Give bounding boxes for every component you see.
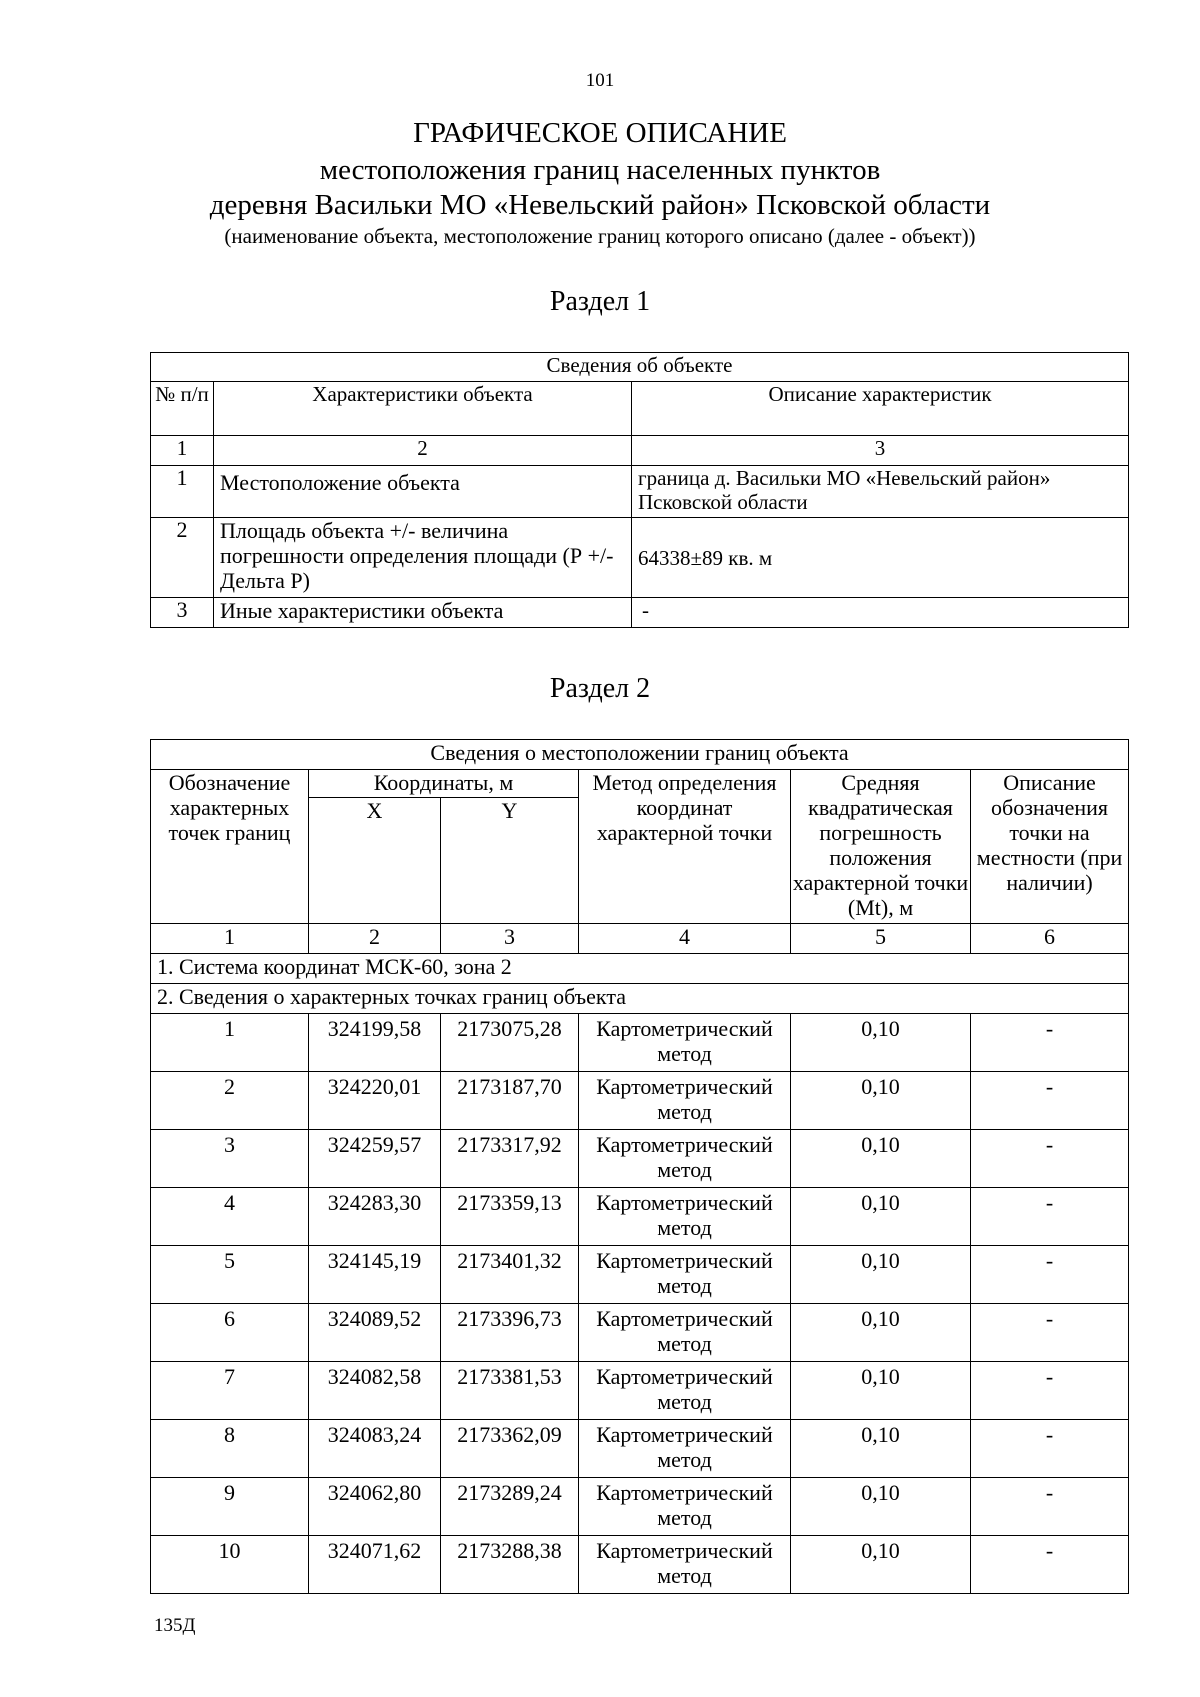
point-description: -: [971, 1362, 1129, 1420]
point-id: 2: [151, 1072, 309, 1130]
column-header-coordinates: Координаты, м: [309, 770, 579, 798]
point-id: 1: [151, 1014, 309, 1072]
point-id: 10: [151, 1536, 309, 1594]
table-row: [151, 1014, 1129, 1072]
column-header-description: Описание характеристик: [632, 382, 1129, 436]
point-id: 6: [151, 1304, 309, 1362]
point-y: 2173075,28: [441, 1014, 579, 1072]
point-accuracy: 0,10: [791, 1014, 971, 1072]
column-header-number: № п/п: [151, 382, 214, 436]
point-method: Картометрический метод: [579, 1420, 791, 1478]
row-number: 3: [151, 598, 214, 628]
column-header-x: X: [309, 798, 441, 924]
description-cell: 64338±89 кв. м: [632, 518, 1129, 598]
point-x: 324082,58: [309, 1362, 441, 1420]
point-y: 2173362,09: [441, 1420, 579, 1478]
point-y: 2173401,32: [441, 1246, 579, 1304]
index-cell: 2: [309, 924, 441, 954]
column-header-method: Метод определения координат характерной точки: [579, 770, 791, 924]
row-number: 1: [151, 466, 214, 518]
point-id: 7: [151, 1362, 309, 1420]
index-cell: 6: [971, 924, 1129, 954]
column-header-characteristic: Характеристики объекта: [214, 382, 632, 436]
point-accuracy: 0,10: [791, 1362, 971, 1420]
section-1-heading: Раздел 1: [549, 286, 651, 317]
point-method: Картометрический метод: [579, 1536, 791, 1594]
column-header-point: Обозначение характерных точек границ: [151, 770, 309, 924]
object-info-table: [150, 352, 1129, 628]
point-id: 4: [151, 1188, 309, 1246]
point-accuracy: 0,10: [791, 1478, 971, 1536]
characteristic-cell: Иные характеристики объекта: [214, 598, 632, 628]
point-method: Картометрический метод: [579, 1188, 791, 1246]
coordinate-system-row: 1. Система координат МСК-60, зона 2: [151, 954, 1129, 984]
point-description: -: [971, 1420, 1129, 1478]
point-accuracy: 0,10: [791, 1246, 971, 1304]
index-cell: 3: [632, 436, 1129, 466]
point-accuracy: 0,10: [791, 1420, 971, 1478]
table-caption: Сведения о местоположении границ объекта: [151, 740, 1129, 770]
point-accuracy: 0,10: [791, 1072, 971, 1130]
point-y: 2173289,24: [441, 1478, 579, 1536]
table-row: [151, 1536, 1129, 1594]
point-method: Картометрический метод: [579, 1246, 791, 1304]
row-number: 2: [151, 518, 214, 598]
point-method: Картометрический метод: [579, 1130, 791, 1188]
page-number: 101: [585, 70, 615, 91]
point-id: 8: [151, 1420, 309, 1478]
table-row: [151, 1478, 1129, 1536]
point-method: Картометрический метод: [579, 1304, 791, 1362]
column-header-description: Описание обозначения точки на местности (при наличии): [971, 770, 1129, 924]
point-y: 2173381,53: [441, 1362, 579, 1420]
index-cell: 4: [579, 924, 791, 954]
index-cell: 1: [151, 924, 309, 954]
point-x: 324283,30: [309, 1188, 441, 1246]
point-description: -: [971, 1072, 1129, 1130]
object-name: деревня Васильки МО «Невельский район» Псковской области: [209, 189, 991, 221]
point-description: -: [971, 1478, 1129, 1536]
point-x: 324220,01: [309, 1072, 441, 1130]
point-accuracy: 0,10: [791, 1304, 971, 1362]
table-row: [151, 466, 1129, 518]
point-x: 324199,58: [309, 1014, 441, 1072]
description-cell: -: [632, 598, 1129, 628]
table-row: [151, 598, 1129, 628]
point-method: Картометрический метод: [579, 1478, 791, 1536]
description-cell: граница д. Васильки МО «Невельский район» Псковской области: [632, 466, 1129, 518]
point-accuracy: 0,10: [791, 1188, 971, 1246]
index-cell: 5: [791, 924, 971, 954]
point-x: 324071,62: [309, 1536, 441, 1594]
column-header-accuracy: Средняя квадратическая погрешность положения характерной точки (Mt), м: [791, 770, 971, 924]
table-row: [151, 1188, 1129, 1246]
points-info-row: 2. Сведения о характерных точках границ объекта: [151, 984, 1129, 1014]
point-accuracy: 0,10: [791, 1130, 971, 1188]
point-method: Картометрический метод: [579, 1072, 791, 1130]
point-description: -: [971, 1130, 1129, 1188]
index-cell: 1: [151, 436, 214, 466]
point-id: 9: [151, 1478, 309, 1536]
point-x: 324089,52: [309, 1304, 441, 1362]
table-row: [151, 1246, 1129, 1304]
table-row: [151, 1420, 1129, 1478]
point-method: Картометрический метод: [579, 1362, 791, 1420]
point-id: 5: [151, 1246, 309, 1304]
section-2-heading: Раздел 2: [549, 673, 651, 704]
table-row: [151, 1072, 1129, 1130]
characteristic-cell: Местоположение объекта: [214, 466, 632, 518]
point-description: -: [971, 1304, 1129, 1362]
point-y: 2173288,38: [441, 1536, 579, 1594]
table-caption: Сведения об объекте: [151, 353, 1129, 382]
object-note: (наименование объекта, местоположение границ которого описано (далее - объект)): [224, 224, 976, 248]
index-cell: 2: [214, 436, 632, 466]
table-row: [151, 518, 1129, 598]
point-description: -: [971, 1536, 1129, 1594]
point-y: 2173187,70: [441, 1072, 579, 1130]
point-y: 2173317,92: [441, 1130, 579, 1188]
document-title: ГРАФИЧЕСКОЕ ОПИСАНИЕ: [413, 117, 787, 149]
table-row: [151, 1362, 1129, 1420]
point-description: -: [971, 1246, 1129, 1304]
footer-code: 135Д: [154, 1615, 196, 1636]
table-row: [151, 1304, 1129, 1362]
point-description: -: [971, 1014, 1129, 1072]
table-row: [151, 1130, 1129, 1188]
point-y: 2173396,73: [441, 1304, 579, 1362]
column-header-y: Y: [441, 798, 579, 924]
point-description: -: [971, 1188, 1129, 1246]
point-x: 324062,80: [309, 1478, 441, 1536]
boundary-points-table: [150, 739, 1129, 1594]
characteristic-cell: Площадь объекта +/- величина погрешности определения площади (Р +/- Дельта Р): [214, 518, 632, 598]
index-cell: 3: [441, 924, 579, 954]
point-accuracy: 0,10: [791, 1536, 971, 1594]
point-y: 2173359,13: [441, 1188, 579, 1246]
point-id: 3: [151, 1130, 309, 1188]
point-x: 324259,57: [309, 1130, 441, 1188]
document-subtitle: местоположения границ населенных пунктов: [319, 154, 881, 186]
point-x: 324145,19: [309, 1246, 441, 1304]
point-method: Картометрический метод: [579, 1014, 791, 1072]
point-x: 324083,24: [309, 1420, 441, 1478]
